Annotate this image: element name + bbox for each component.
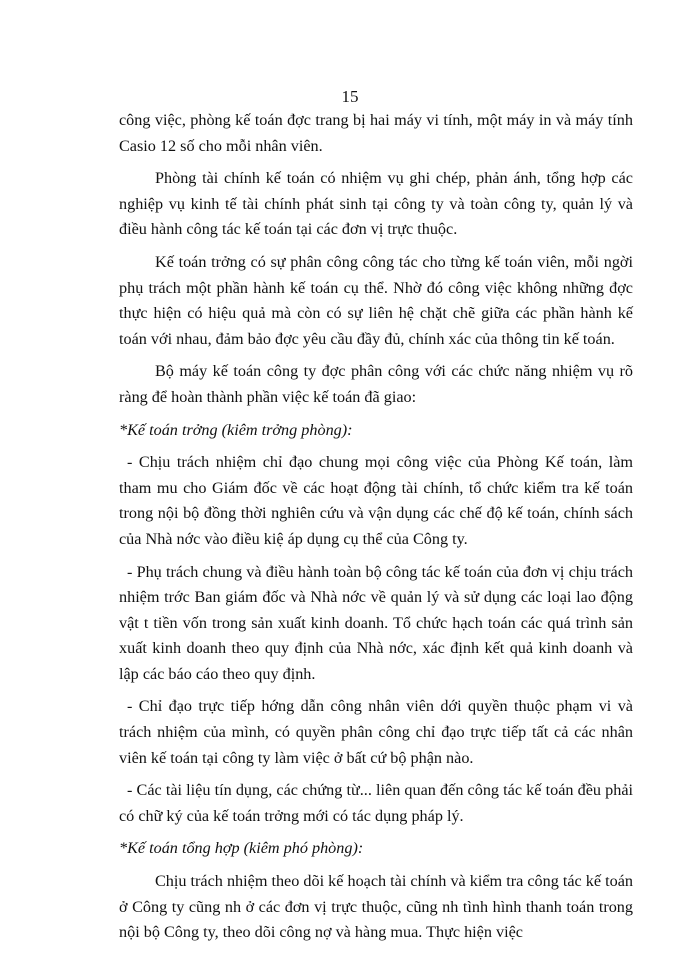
page-number: 15: [341, 87, 359, 106]
list-item-document-signature: - Các tài liệu tín dụng, các chứng từ... liên quan đến công tác kế toán đều phải có chữ ký của kế toán trởng mới có tác dụng pháp lý.: [119, 781, 633, 825]
list-item-staff-guidance: - Chỉ đạo trực tiếp hớng dẫn công nhân viên dới quyền thuộc phạm vi và trách nhiệm của mình, có quyền phân công chỉ đạo trực tiếp tất cả các nhân viên kế toán tại công ty làm việc ở bất cứ bộ phận nào.: [119, 697, 633, 767]
paragraph-continued: công việc, phòng kế toán đợc trang bị hai máy vi tính, một máy in và máy tính Casio 12 số cho mỗi nhân viên.: [119, 111, 633, 155]
paragraph-general-accountant-duties: Chịu trách nhiệm theo dõi kế hoạch tài chính và kiểm tra công tác kế toán ở Công ty cũng nh ở các đơn vị trực thuộc, cũng nh tình hình thanh toán trong nội bộ Công ty, theo dõi công nợ và hàng mua. Thực hiện việc: [119, 872, 633, 942]
list-item-direction: - Chịu trách nhiệm chỉ đạo chung mọi công việc của Phòng Kế toán, làm tham mu cho Giám đốc về các hoạt động tài chính, tổ chức kiểm tra kế toán trong nội bộ đồng thời nghiên cứu và vận dụng các chế độ kế toán, chính sách của Nhà nớc vào điều kiệ áp dụng cụ thể của Công ty.: [119, 453, 633, 548]
document-body: [119, 108, 633, 953]
heading-chief-accountant: *Kế toán trởng (kiêm trởng phòng):: [119, 420, 353, 439]
paragraph-chief-accountant-assignment: Kế toán trởng có sự phân công công tác cho từng kế toán viên, mỗi ngời phụ trách một phần hành kế toán cụ thể. Nhờ đó công việc không những đợc thực hiện có hiệu quả mà còn có sự liên hệ chặt chẽ giữa các phần hành kế toán với nhau, đảm bảo đợc yêu cầu đầy đủ, chính xác của thông tin kế toán.: [119, 252, 633, 348]
list-item-general-management: - Phụ trách chung và điều hành toàn bộ công tác kế toán của đơn vị chịu trách nhiệm trớc Ban giám đốc và Nhà nớc về quản lý và sử dụng các loại lao động vật t tiền vốn trong sản xuất kinh doanh. Tổ chức hạch toán các quá trình sản xuất kinh doanh theo quy định của Nhà nớc, xác định kết quả kinh doanh và lập các báo cáo theo quy định.: [119, 562, 633, 683]
paragraph-accounting-department: Phòng tài chính kế toán có nhiệm vụ ghi chép, phản ánh, tổng hợp các nghiệp vụ kinh tế tài chính phát sinh tại công ty và toàn công ty, quản lý và điều hành công tác kế toán tại các đơn vị trực thuộc.: [119, 169, 633, 239]
heading-general-accountant: *Kế toán tổng hợp (kiêm phó phòng):: [119, 839, 364, 858]
paragraph-accounting-apparatus: Bộ máy kế toán công ty đợc phân công với các chức năng nhiệm vụ rõ ràng để hoàn thành phần việc kế toán đã giao:: [119, 362, 633, 406]
